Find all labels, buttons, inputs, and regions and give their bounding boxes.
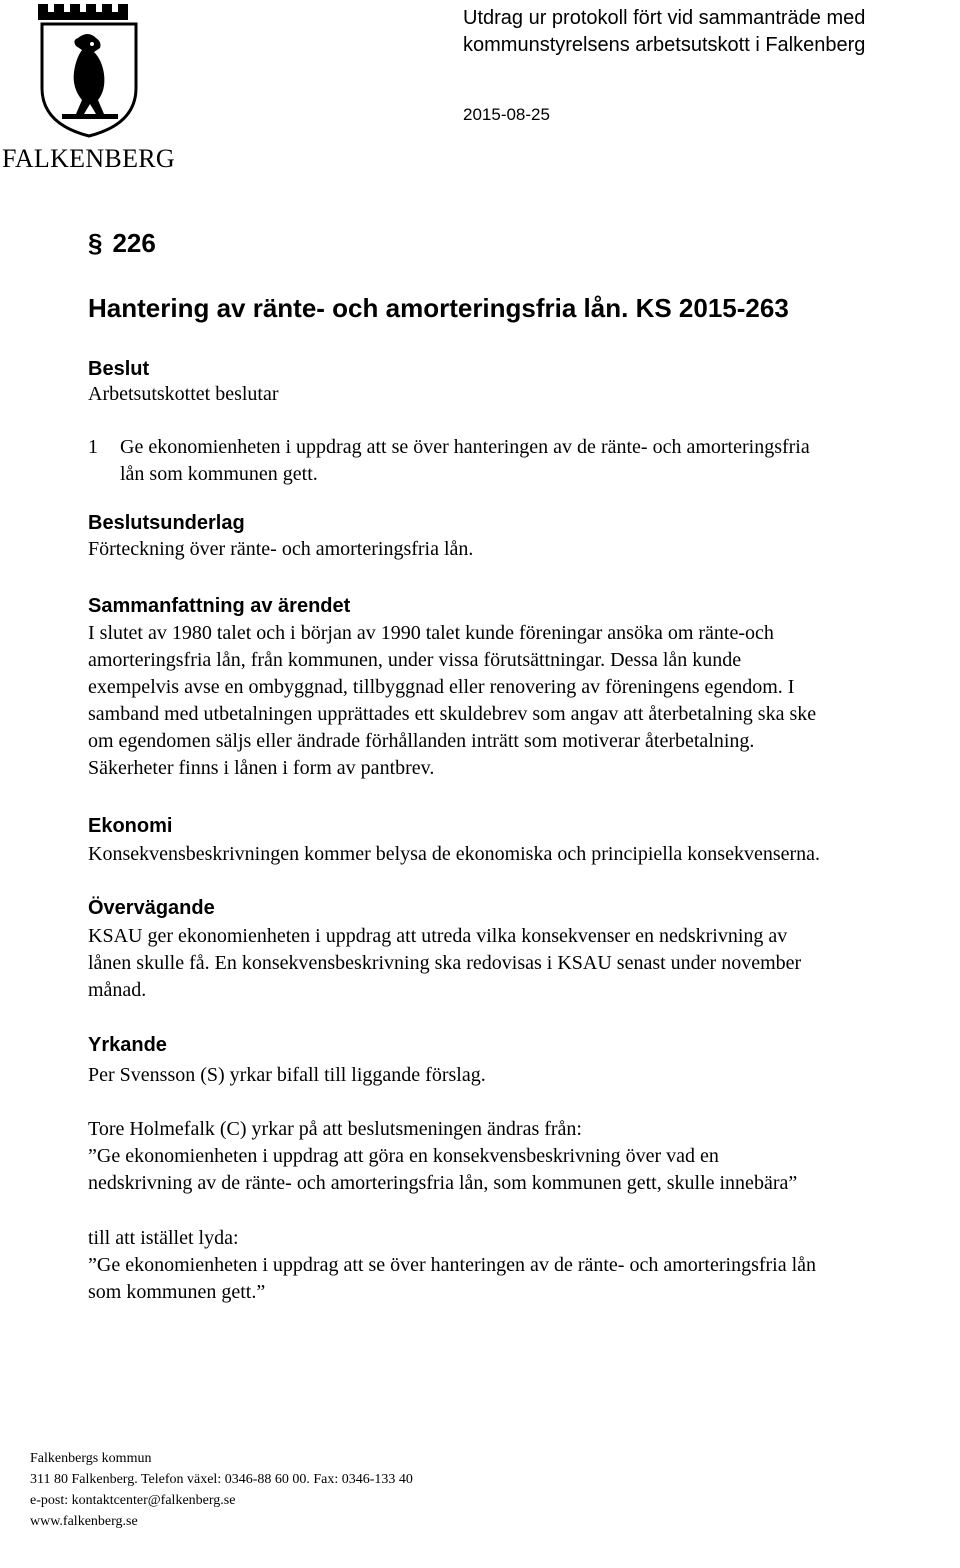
beslutsunderlag-text: Förteckning över ränte- och amorteringsfria lån. bbox=[88, 538, 474, 560]
document-title bbox=[463, 5, 865, 59]
yrkande-block-3-line: ”Ge ekonomienheten i uppdrag att se över hanteringen av de ränte- och amorteringsfria lån bbox=[88, 1254, 817, 1276]
footer bbox=[30, 1448, 413, 1532]
footer-org: Falkenbergs kommun bbox=[30, 1451, 152, 1466]
decision-item-line-2: lån som kommunen gett. bbox=[120, 463, 318, 485]
footer-web: www.falkenberg.se bbox=[30, 1514, 138, 1529]
sammanfattning-line: exempelvis avse en ombyggnad, tillbyggnad eller renovering av föreningens egendom. I bbox=[88, 676, 795, 698]
yrkande-block-3 bbox=[88, 1225, 816, 1306]
sammanfattning-text bbox=[88, 620, 816, 782]
decision-item-line-1: Ge ekonomienheten i uppdrag att se över hanteringen av de ränte- och amorteringsfria bbox=[120, 436, 810, 458]
sammanfattning-line: Säkerheter finns i lånen i form av pantbrev. bbox=[88, 757, 435, 779]
heading-sammanfattning: Sammanfattning av ärendet bbox=[88, 595, 351, 617]
yrkande-block-2-line: Tore Holmefalk (C) yrkar på att beslutsmeningen ändras från: bbox=[88, 1118, 582, 1140]
heading-ekonomi: Ekonomi bbox=[88, 815, 173, 837]
sammanfattning-line: amorteringsfria lån, från kommunen, under vissa förutsättningar. Dessa lån kunde bbox=[88, 649, 742, 671]
sammanfattning-line: om egendomen säljs eller ändrade förhållanden inträtt som motiverar återbetalning. bbox=[88, 730, 755, 752]
section-sign: § bbox=[88, 228, 103, 258]
decision-item-text bbox=[120, 434, 960, 488]
sammanfattning-line: samband med utbetalningen upprättades ett skuldebrev som angav att återbetalning ska ske bbox=[88, 703, 817, 725]
paragraph-number bbox=[88, 228, 156, 259]
yrkande-block-2-line: ”Ge ekonomienheten i uppdrag att göra en konsekvensbeskrivning över vad en bbox=[88, 1145, 719, 1167]
page-title: Hantering av ränte- och amorteringsfria lån. KS 2015-263 bbox=[88, 293, 789, 323]
overvagande-line: månad. bbox=[88, 979, 147, 1001]
ekonomi-text: Konsekvensbeskrivningen kommer belysa de ekonomiska och principiella konsekvenserna. bbox=[88, 843, 821, 865]
heading-overvagande: Övervägande bbox=[88, 897, 215, 919]
falkenberg-wordmark: FALKENBERG bbox=[2, 144, 175, 173]
overvagande-line: lånen skulle få. En konsekvensbeskrivning ska redovisas i KSAU senast under november bbox=[88, 952, 802, 974]
heading-beslutsunderlag: Beslutsunderlag bbox=[88, 512, 245, 534]
yrkande-block-3-line: till att istället lyda: bbox=[88, 1227, 239, 1249]
decision-item-number: 1 bbox=[88, 436, 98, 458]
footer-address: 311 80 Falkenberg. Telefon växel: 0346-88 60 00. Fax: 0346-133 40 bbox=[30, 1472, 413, 1487]
document-title-line-2: kommunstyrelsens arbetsutskott i Falkenberg bbox=[463, 34, 866, 56]
beslut-intro: Arbetsutskottet beslutar bbox=[88, 383, 279, 405]
sammanfattning-line: I slutet av 1980 talet och i början av 1990 talet kunde föreningar ansöka om ränte-och bbox=[88, 622, 774, 644]
falcon-shield-icon bbox=[0, 0, 180, 140]
footer-email: e-post: kontaktcenter@falkenberg.se bbox=[30, 1493, 236, 1508]
yrkande-line-1: Per Svensson (S) yrkar bifall till liggande förslag. bbox=[88, 1064, 486, 1086]
document-title-line-1: Utdrag ur protokoll fört vid sammanträde med bbox=[463, 7, 866, 29]
yrkande-block-2-line: nedskrivning av de ränte- och amorteringsfria lån, som kommunen gett, skulle innebära” bbox=[88, 1172, 798, 1194]
heading-beslut: Beslut bbox=[88, 358, 150, 380]
heading-yrkande: Yrkande bbox=[88, 1034, 167, 1056]
document-date: 2015-08-25 bbox=[463, 105, 550, 124]
yrkande-block-3-line: som kommunen gett.” bbox=[88, 1281, 266, 1303]
yrkande-block-2 bbox=[88, 1116, 797, 1197]
overvagande-line: KSAU ger ekonomienheten i uppdrag att utreda vilka konsekvenser en nedskrivning av bbox=[88, 925, 788, 947]
paragraph-value: 226 bbox=[112, 228, 156, 258]
overvagande-text bbox=[88, 923, 801, 1004]
